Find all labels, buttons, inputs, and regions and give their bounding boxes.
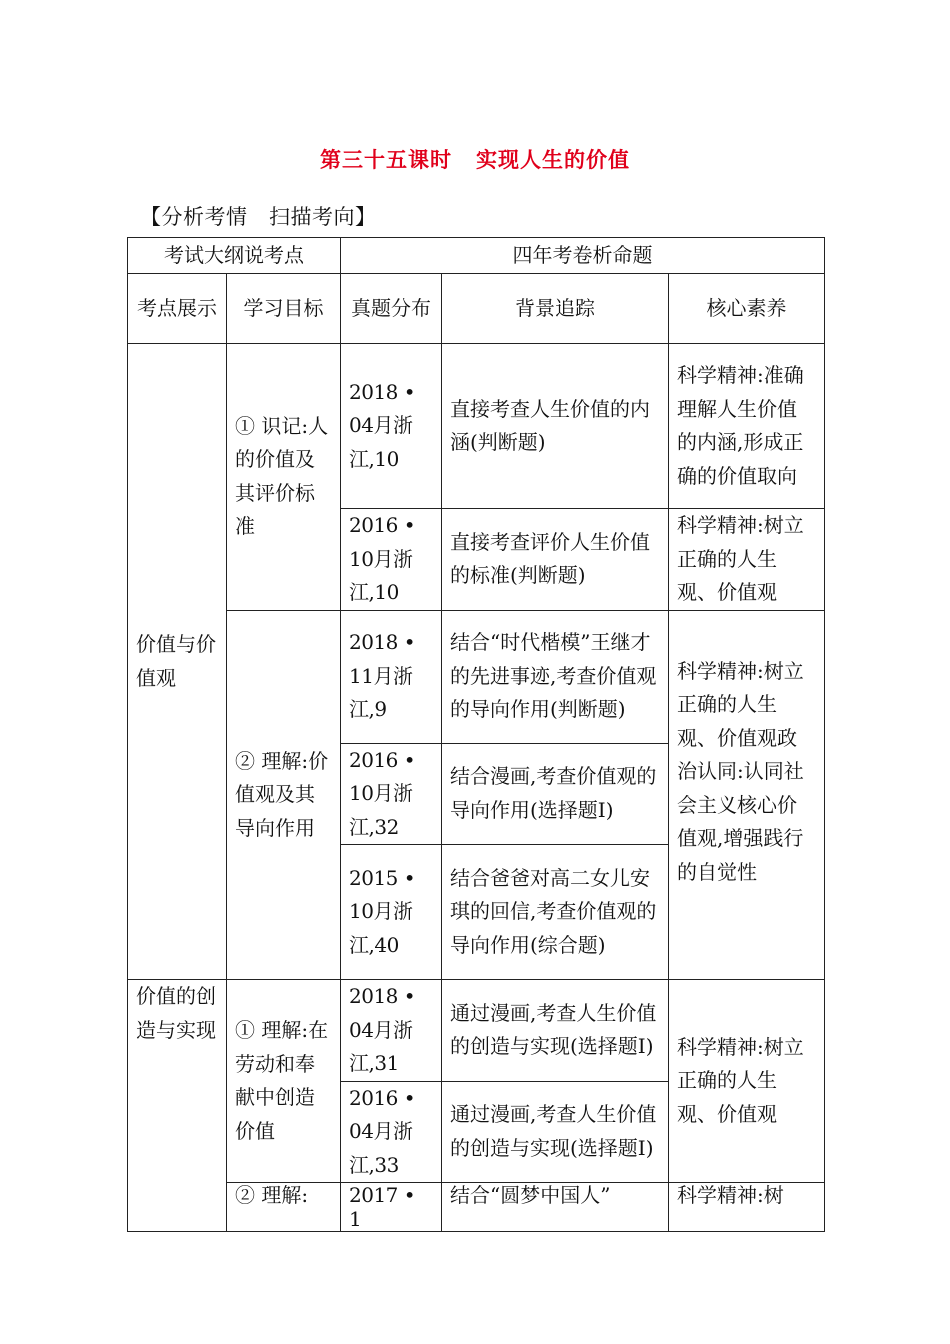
core-cell: 科学精神:树立正确的人生观、价值观政治认同:认同社会主义核心价值观,增强践行的自觉性 xyxy=(669,610,825,980)
distribution-cell: 2016 • 04月浙江,33 xyxy=(341,1081,442,1183)
core-cell: 科学精神:树 xyxy=(669,1183,825,1232)
distribution-cell: 2018 • 04月浙江,31 xyxy=(341,980,442,1082)
distribution-cell: 2018 • 11月浙江,9 xyxy=(341,610,442,743)
background-cell: 直接考查评价人生价值的标准(判断题) xyxy=(442,509,669,611)
topic-cell: 价值的创造与实现 xyxy=(128,980,227,1232)
goal-cell: ① 理解:在劳动和奉献中创造价值 xyxy=(227,980,341,1183)
distribution-cell: 2015 • 10月浙江,40 xyxy=(341,845,442,980)
title-lesson: 第三十五课时 xyxy=(320,148,452,172)
topic-cell: 价值与价值观 xyxy=(128,344,227,980)
background-cell: 通过漫画,考查人生价值的创造与实现(选择题Ⅰ) xyxy=(442,980,669,1082)
distribution-cell: 2016 • 10月浙江,10 xyxy=(341,509,442,611)
header-row-group xyxy=(128,238,825,274)
goal-cell: ② 理解:价值观及其导向作用 xyxy=(227,610,341,980)
core-cell: 科学精神:树立正确的人生观、价值观 xyxy=(669,509,825,611)
table-row xyxy=(128,610,825,743)
distribution-cell: 2018 • 04月浙江,10 xyxy=(341,344,442,509)
header-group-exam: 四年考卷析命题 xyxy=(341,238,825,274)
title-topic: 实现人生的价值 xyxy=(476,148,630,172)
header-goal: 学习目标 xyxy=(227,274,341,344)
core-cell: 科学精神:树立正确的人生观、价值观 xyxy=(669,980,825,1183)
distribution-cell: 2016 • 10月浙江,32 xyxy=(341,743,442,845)
distribution-cell: 2017 • 1 xyxy=(341,1183,442,1232)
table-row xyxy=(128,980,825,1082)
header-distribution: 真题分布 xyxy=(341,274,442,344)
core-cell: 科学精神:准确理解人生价值的内涵,形成正确的价值取向 xyxy=(669,344,825,509)
background-cell: 结合“时代楷模”王继才的先进事迹,考查价值观的导向作用(判断题) xyxy=(442,610,669,743)
background-cell: 结合“圆梦中国人” xyxy=(442,1183,669,1232)
background-cell: 结合漫画,考查价值观的导向作用(选择题Ⅰ) xyxy=(442,743,669,845)
background-cell: 直接考查人生价值的内涵(判断题) xyxy=(442,344,669,509)
page-title xyxy=(0,144,950,174)
header-row xyxy=(128,274,825,344)
table-row xyxy=(128,1183,825,1232)
header-topic: 考点展示 xyxy=(128,274,227,344)
section-heading: 【分析考情 扫描考向】 xyxy=(140,205,377,229)
exam-analysis-table xyxy=(127,237,825,1232)
header-background: 背景追踪 xyxy=(442,274,669,344)
background-cell: 结合爸爸对高二女儿安琪的回信,考查价值观的导向作用(综合题) xyxy=(442,845,669,980)
header-group-outline: 考试大纲说考点 xyxy=(128,238,341,274)
table-row xyxy=(128,344,825,509)
goal-cell: ① 识记:人的价值及其评价标准 xyxy=(227,344,341,611)
goal-cell: ② 理解: xyxy=(227,1183,341,1232)
background-cell: 通过漫画,考查人生价值的创造与实现(选择题Ⅰ) xyxy=(442,1081,669,1183)
header-core: 核心素养 xyxy=(669,274,825,344)
